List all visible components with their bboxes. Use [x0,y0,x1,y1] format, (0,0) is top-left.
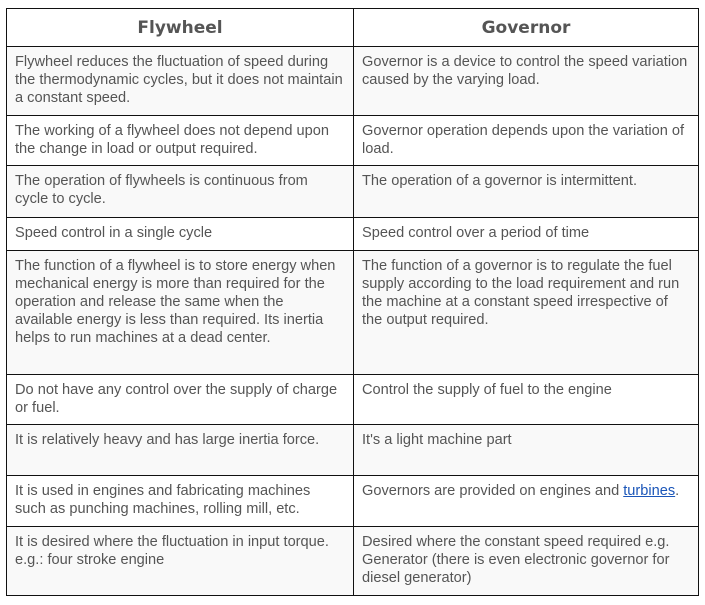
table-row [7,166,699,218]
governor-text-suffix: . [675,483,680,499]
table-row [7,425,699,476]
header-flywheel: Flywheel [7,9,354,47]
flywheel-cell: Do not have any control over the supply of charge or fuel. [7,375,354,425]
header-row [7,9,699,47]
governor-cell: Speed control over a period of time [354,218,699,251]
governor-cell: The function of a governor is to regulate the fuel supply according to the load requirement and run the machine at a constant speed irrespective of the output required. [354,251,699,375]
flywheel-vs-governor-table [6,8,699,596]
governor-text: Governors are provided on engines and [362,483,624,499]
governor-cell: It's a light machine part [354,425,699,476]
governor-cell [354,476,699,527]
table-row [7,116,699,166]
governor-cell: Desired where the constant speed required e.g. Generator (there is even electronic governor for diesel generator) [354,527,699,596]
governor-cell: Governor is a device to control the speed variation caused by the varying load. [354,47,699,116]
flywheel-cell: It is used in engines and fabricating machines such as punching machines, rolling mill, etc. [7,476,354,527]
flywheel-cell: The working of a flywheel does not depend upon the change in load or output required. [7,116,354,166]
governor-cell: Governor operation depends upon the variation of load. [354,116,699,166]
table-row [7,375,699,425]
flywheel-cell: It is desired where the fluctuation in input torque. e.g.: four stroke engine [7,527,354,596]
flywheel-cell: Flywheel reduces the fluctuation of speed during the thermodynamic cycles, but it does not maintain a constant speed. [7,47,354,116]
flywheel-cell: Speed control in a single cycle [7,218,354,251]
governor-cell: Control the supply of fuel to the engine [354,375,699,425]
flywheel-cell: The operation of flywheels is continuous from cycle to cycle. [7,166,354,218]
table-row [7,218,699,251]
table-row [7,476,699,527]
turbines-link[interactable]: turbines [623,483,676,499]
flywheel-cell: It is relatively heavy and has large inertia force. [7,425,354,476]
governor-cell: The operation of a governor is intermittent. [354,166,699,218]
table-row [7,47,699,116]
table-row [7,251,699,375]
header-governor: Governor [354,9,699,47]
table-row [7,527,699,596]
flywheel-cell: The function of a flywheel is to store energy when mechanical energy is more than required for the operation and release the same when the available energy is less than required. Its inertia helps to run machines at a dead center. [7,251,354,375]
